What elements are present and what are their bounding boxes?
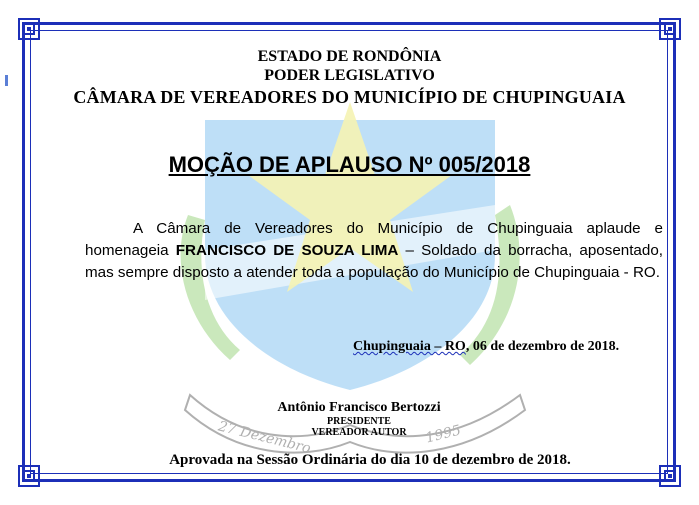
banner-right-text: 1995 xyxy=(424,422,463,447)
signatory-role-president: PRESIDENTE xyxy=(327,416,391,427)
honoree-name: FRANCISCO DE SOUZA LIMA xyxy=(175,242,399,259)
document-title-text: MOÇÃO DE APLAUSO Nº 005/2018 xyxy=(168,152,531,177)
body-part1: A Câmara de Vereadores do Município de Chupinguaia aplaude e homenageia xyxy=(85,220,663,259)
body-part2: – Soldado da borracha, aposentado, mas sempre disposto a atender toda a população do Município de Chupinguaia - RO. xyxy=(85,242,663,281)
signatory-role-author: VEREADOR AUTOR xyxy=(311,427,407,438)
signatory-name: Antônio Francisco Bertozzi xyxy=(277,400,441,415)
body-paragraph xyxy=(85,218,663,284)
banner-left-text: 27 Dezembro xyxy=(216,418,313,457)
header-chamber: CÂMARA DE VEREADORES DO MUNICÍPIO DE CHUPINGUAIA xyxy=(73,87,626,107)
date-rest: , 06 de dezembro de 2018. xyxy=(465,339,620,354)
corner-ornament-icon xyxy=(18,18,40,40)
header-branch: PODER LEGISLATIVO xyxy=(264,67,435,84)
corner-ornament-icon xyxy=(659,18,681,40)
document-title xyxy=(0,152,699,178)
date-line xyxy=(353,339,619,355)
date-city: Chupinguaia – RO xyxy=(353,339,466,354)
header-state: ESTADO DE RONDÔNIA xyxy=(257,48,442,65)
approval-line: Aprovada na Sessão Ordinária do dia 10 de dezembro de 2018. xyxy=(169,452,571,468)
